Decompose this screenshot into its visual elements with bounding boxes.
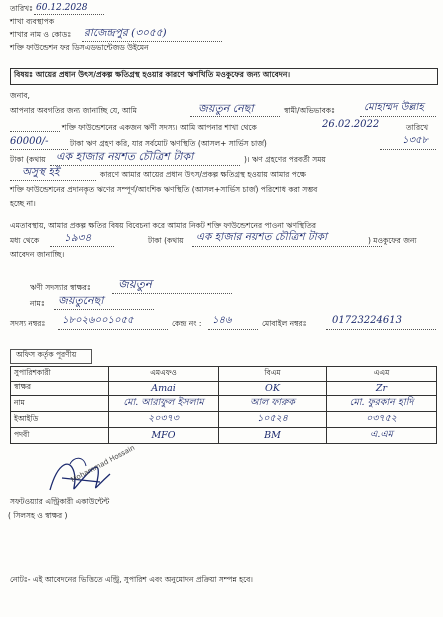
outstanding-words: এক হাজার নয়শত চৌত্রিশ টাকা — [56, 150, 194, 163]
salutation: জনাব, — [10, 91, 30, 100]
body-line-6: শক্তি ফাউন্ডেশনের প্রদানকৃত ঋণের সম্পূর্ণ/আংশিক ঋণস্থিতি (আসল+সার্ভিস চার্জ) পরিশোধ করা সম্ভব — [10, 185, 318, 194]
branch-line — [82, 41, 222, 42]
borrower-signature: জয়তুন — [118, 277, 152, 291]
outstanding-line — [380, 149, 436, 150]
body-line-4b: )। ঋণ গ্রহণের পরবর্তী সময় — [244, 155, 326, 164]
table-row — [11, 381, 437, 396]
mobile-line — [326, 329, 436, 330]
reason: অসুস্থ হই — [22, 166, 60, 178]
row-label: ইআইডি — [11, 412, 109, 428]
row-label: স্বাক্ষর — [11, 381, 109, 396]
table-cell: MFO — [109, 428, 219, 444]
outstanding-words-line — [50, 165, 240, 166]
loan-date: 26.02.2022 — [322, 119, 380, 130]
mobile-no: 01723224613 — [332, 315, 402, 326]
table-cell: ১০৫২৪ — [219, 412, 327, 428]
col-header: বিএম — [219, 367, 327, 382]
body-line-1a: আপনার অবগতির জন্য জানাচ্ছি যে, আমি — [10, 106, 137, 115]
loan-amount: 60000/- — [10, 136, 49, 147]
request-line-3: আবেদন জানাচ্ছি। — [10, 250, 65, 259]
table-cell: Amai — [109, 381, 219, 396]
footnote: নোটঃ- এই আবেদনের ভিত্তিতে এন্ট্রি, সুপারিশ এবং অনুমোদন প্রক্রিয়া সম্পন্ন হবে। — [10, 575, 253, 584]
table-header-row — [11, 367, 437, 382]
office-use-label: অফিস কর্তৃক পূরণীয় — [16, 350, 77, 359]
date-line — [34, 14, 104, 15]
guardian-line — [360, 116, 436, 117]
row-label: নাম — [11, 396, 109, 412]
waive-words-line — [192, 246, 382, 247]
guardian-name: মোহাম্মদ উল্লাহ — [364, 102, 424, 113]
body-line-3: টাকা ঋণ গ্রহণ করি, যার সর্বমোট ঋণস্থিতি (আসল+ সার্ভিস চার্জ) — [70, 139, 267, 148]
col-header: সুপারিশকারী — [11, 367, 109, 382]
borrower-name-line — [190, 116, 280, 117]
foundation-name: শক্তি ফাউন্ডেশন ফর ডিসএডভান্টেজড উইমেন — [10, 43, 149, 52]
body-line-2: শক্তি ফাউন্ডেশনের একজন ঋণী সদস্য। আমি আপনার শাখা থেকে — [62, 123, 257, 132]
body-line-4a: টাকা (কথায় — [10, 155, 46, 164]
table-cell: এ.এম — [327, 428, 437, 444]
table-cell: Zr — [327, 381, 437, 396]
waive-words: এক হাজার নয়শত চৌত্রিশ টাকা — [196, 231, 328, 243]
body-line-7: হচ্ছে না। — [10, 199, 36, 208]
request-line-1: এমতাবস্থায়, আমার প্রকল্প ক্ষতির বিষয় বিবেচনা করে আমার নিকট শক্তি ফাউন্ডেশনের পাওনা ঋণস্থিতির — [10, 221, 317, 230]
borrower-name: জয়তুন নেছা — [198, 102, 254, 115]
table-row — [11, 428, 437, 444]
request-line-2c: ) মওকুফের জন্য — [368, 236, 417, 245]
recommendation-table — [10, 366, 437, 444]
table-cell: আল ফারুক — [219, 396, 327, 412]
signature-line — [112, 293, 232, 294]
reason-line — [10, 180, 96, 181]
member-no-label: সদস্য নম্বরঃ — [10, 319, 46, 328]
table-row — [11, 396, 437, 412]
approver-role: সফটওয়্যার এন্ট্রিকারী একাউন্টেন্ট — [10, 497, 110, 506]
table-cell: OK — [219, 381, 327, 396]
name-line — [54, 309, 154, 310]
body-line-5: কারণে আমার আয়ের প্রধান উৎস/প্রকল্প ক্ষতিগ্রস্থ হওয়ায় আমার পক্ষে — [100, 170, 306, 179]
branch-manager: শাখা ব্যবস্থাপক — [10, 17, 55, 26]
branch-name-code-value: রাজেন্দ্রপুর (৩০৫৫) — [84, 27, 167, 39]
table-cell: ২০৩৭৩ — [109, 412, 219, 428]
body-line-2b: তারিখে — [406, 123, 429, 132]
date-label: তারিখঃ — [10, 4, 33, 13]
signature-label: ঋণী সদস্যার স্বাক্ষরঃ — [30, 283, 91, 292]
branch-name-code-label: শাখার নাম ও কোডঃ — [10, 30, 72, 39]
center-no-line — [208, 329, 258, 330]
approver-seal-sign: ( সিলসহ ও স্বাক্ষর ) — [8, 511, 68, 520]
table-row — [11, 412, 437, 428]
col-header: এমএফও — [109, 367, 219, 382]
body-line-1b: স্বামী/অভিভাবকঃ — [284, 106, 335, 115]
center-no: ১৪৬ — [212, 315, 232, 326]
request-line-2a: মধ্য থেকে — [10, 236, 40, 245]
col-header: এএম — [327, 367, 437, 382]
request-line-2b: টাকা (কথায় — [148, 236, 184, 245]
table-cell: মো. ফুরকান হাদি — [327, 396, 437, 412]
date-value: 60.12.2028 — [36, 3, 88, 13]
approver-stamp: Mohammad Hossain — [69, 443, 137, 485]
outstanding-amount: ১৩৫৮ — [402, 135, 428, 146]
borrower-name-sign: জয়তুনেছা — [58, 294, 104, 307]
center-no-label: কেন্দ্র নং : — [172, 319, 202, 328]
waive-amount: ১৯৩৪ — [64, 232, 92, 244]
body-line-2-lead — [10, 131, 60, 132]
waive-amount-line — [50, 246, 114, 247]
subject: বিষয়ঃ আয়ের প্রধান উৎস/প্রকল্প ক্ষতিগ্রস্থ হওয়ার কারণে ঋণখিতি মওকুফের জন্য আবেদন। — [14, 70, 291, 79]
table-cell: ০৩৭৫২ — [327, 412, 437, 428]
mobile-label: মোবাইল নম্বরঃ — [262, 319, 307, 328]
member-no: ১৮০২৬০০১০৫৫ — [62, 315, 134, 326]
name-label: নামঃ — [30, 299, 45, 308]
row-label: পদবী — [11, 428, 109, 444]
member-no-line — [58, 329, 168, 330]
table-cell: BM — [219, 428, 327, 444]
table-cell: মো. আরাফুল ইসলাম — [109, 396, 219, 412]
